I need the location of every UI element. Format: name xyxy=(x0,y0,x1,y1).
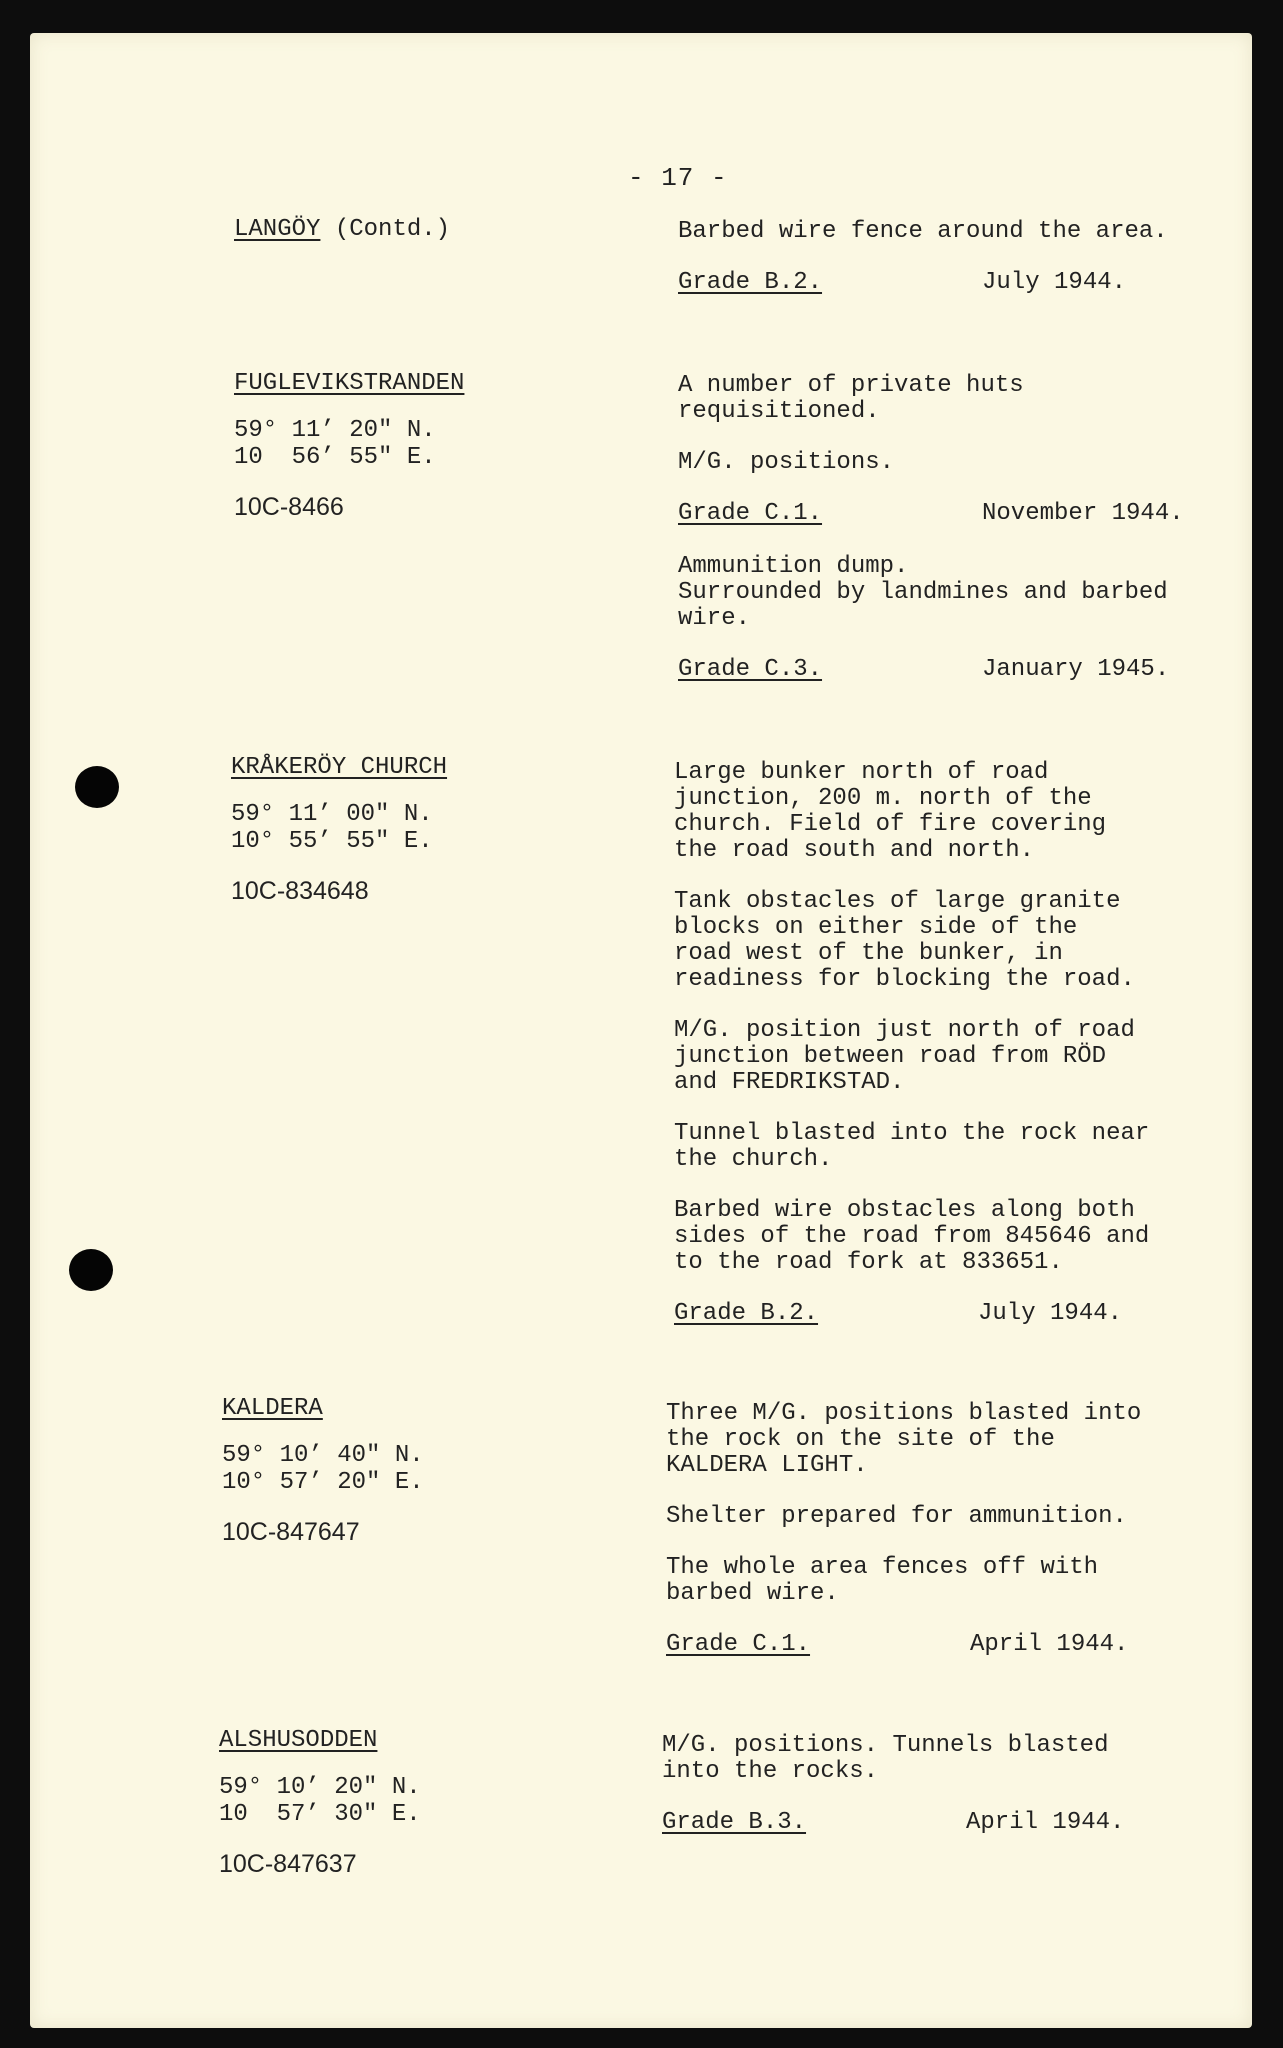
grade-line xyxy=(678,501,1238,529)
place-name: KALDERA xyxy=(222,1395,323,1422)
punch-hole-bottom xyxy=(69,1249,113,1291)
punch-hole-top xyxy=(75,766,119,808)
description-paragraph: M/G. positions. Tunnels blasted into the rocks. xyxy=(662,1732,1109,1785)
description-paragraph: Large bunker north of road junction, 200 m. north of the church. Field of fire covering the road south and north. xyxy=(674,759,1107,864)
grid-reference: 10C-8466 xyxy=(234,493,344,521)
desc-alshusodden xyxy=(662,1733,1222,1863)
place-fuglevikstranden xyxy=(234,370,464,521)
page-number: - 17 - xyxy=(628,163,728,193)
coordinates xyxy=(231,801,447,855)
latitude: 59° 10’ 40" N. xyxy=(222,1442,424,1469)
longitude: 10 57’ 30" E. xyxy=(219,1801,421,1828)
grid-reference: 10C-834648 xyxy=(231,877,369,905)
desc-langoy xyxy=(678,219,1238,323)
grid-reference: 10C-847647 xyxy=(222,1518,360,1546)
grade-label: Grade B.2. xyxy=(678,269,823,296)
grade-date: January 1945. xyxy=(982,656,1170,683)
grade-line xyxy=(662,1810,1222,1838)
description-paragraph: Ammunition dump. Surrounded by landmines and barbed wire. xyxy=(678,553,1168,632)
place-name: FUGLEVIKSTRANDEN xyxy=(234,370,465,397)
coordinates xyxy=(219,1774,421,1828)
description-paragraph: M/G. positions. xyxy=(678,449,895,476)
description-paragraph: Shelter prepared for ammunition. xyxy=(666,1503,1127,1530)
desc-kaldera xyxy=(666,1401,1226,1685)
place-name: ALSHUSODDEN xyxy=(219,1727,378,1754)
place-name: KRÅKERÖY CHURCH xyxy=(231,754,448,781)
grade-line xyxy=(674,1301,1234,1329)
longitude: 10° 57’ 20" E. xyxy=(222,1469,424,1496)
grade-line xyxy=(666,1632,1226,1660)
latitude: 59° 11’ 00" N. xyxy=(231,801,433,828)
place-name-suffix: (Contd.) xyxy=(334,216,451,243)
grade-label: Grade C.1. xyxy=(666,1631,811,1658)
place-name: LANGÖY xyxy=(234,216,321,243)
grade-line xyxy=(678,270,1238,298)
grade-date: November 1944. xyxy=(982,500,1184,527)
description-paragraph: M/G. position just north of road junction between road from RÖD and FREDRIKSTAD. xyxy=(674,1017,1135,1096)
desc-fuglevikstranden xyxy=(678,373,1238,710)
description-paragraph: Tank obstacles of large granite blocks on either side of the road west of the bunker, in readiness for blocking the road. xyxy=(674,888,1135,993)
desc-krakeroy-church xyxy=(674,760,1234,1354)
description-paragraph: Three M/G. positions blasted into the rock on the site of the KALDERA LIGHT. xyxy=(666,1400,1142,1479)
place-langoy xyxy=(234,216,450,243)
description-paragraph: Tunnel blasted into the rock near the church. xyxy=(674,1120,1150,1173)
place-krakeroy-church xyxy=(231,754,447,905)
latitude: 59° 11’ 20" N. xyxy=(234,417,436,444)
grade-date: April 1944. xyxy=(966,1809,1125,1836)
grade-label: Grade B.2. xyxy=(674,1300,819,1327)
grade-label: Grade C.1. xyxy=(678,500,823,527)
description-paragraph: A number of private huts requisitioned. xyxy=(678,372,1024,425)
longitude: 10° 55’ 55" E. xyxy=(231,828,433,855)
grade-date: July 1944. xyxy=(982,269,1127,296)
place-kaldera xyxy=(222,1395,424,1546)
place-alshusodden xyxy=(219,1727,421,1878)
description-paragraph: The whole area fences off with barbed wire. xyxy=(666,1554,1099,1607)
grid-reference: 10C-847637 xyxy=(219,1850,357,1878)
coordinates xyxy=(234,417,464,471)
grade-label: Grade C.3. xyxy=(678,656,823,683)
grade-line xyxy=(678,657,1238,685)
coordinates xyxy=(222,1442,424,1496)
description-paragraph: Barbed wire fence around the area. xyxy=(678,218,1168,245)
latitude: 59° 10’ 20" N. xyxy=(219,1774,421,1801)
description-paragraph: Barbed wire obstacles along both sides of the road from 845646 and to the road fork at 833651. xyxy=(674,1197,1150,1276)
grade-date: July 1944. xyxy=(978,1300,1123,1327)
grade-date: April 1944. xyxy=(970,1631,1129,1658)
grade-label: Grade B.3. xyxy=(662,1809,807,1836)
longitude: 10 56’ 55" E. xyxy=(234,444,436,471)
